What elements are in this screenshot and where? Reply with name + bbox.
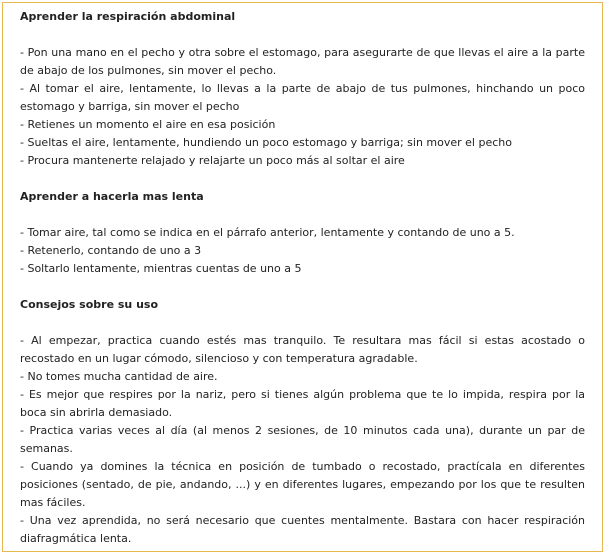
- list-item: - Soltarlo lentamente, mientras cuentas de uno a 5: [20, 262, 302, 275]
- spacer: [20, 206, 585, 224]
- list-item: - Procura mantenerte relajado y relajarte un poco más al soltar el aire: [20, 154, 405, 167]
- section-respiracion-abdominal: [20, 8, 585, 170]
- list-item: - Sueltas el aire, lentamente, hundiendo un poco estomago y barriga; sin mover el pecho: [20, 136, 512, 149]
- list-item: - Al tomar el aire, lentamente, lo llevas a la parte de abajo de tus pulmones, hinchando un poco estomago y barriga, sin mover el pecho: [20, 82, 585, 113]
- list-item: - No tomes mucha cantidad de aire.: [20, 370, 218, 383]
- list-item: - Retienes un momento el aire en esa posición: [20, 118, 276, 131]
- spacer: [20, 170, 585, 188]
- list-item: - Cuando ya domines la técnica en posición de tumbado o recostado, practícala en diferentes posiciones (sentado, de pie, andando, ...) y en diferentes lugares, empezando por los que te resulten mas fáciles.: [20, 460, 585, 509]
- section-title: Consejos sobre su uso: [20, 298, 159, 311]
- section-hacerla-lenta: [20, 188, 585, 278]
- list-item: - Practica varias veces al día (al menos 2 sesiones, de 10 minutos cada una), durante un par de semanas.: [20, 424, 585, 455]
- list-item: - Una vez aprendida, no será necesario que cuentes mentalmente. Bastara con hacer respiración diafragmática lenta.: [20, 514, 585, 545]
- list-item: - Es mejor que respires por la nariz, pero si tienes algún problema que te lo impida, respira por la boca sin abrirla demasiado.: [20, 388, 585, 419]
- list-item: - Al empezar, practica cuando estés mas tranquilo. Te resultara mas fácil si estas acostado o recostado en un lugar cómodo, silencioso y con temperatura agradable.: [20, 334, 585, 365]
- spacer: [20, 278, 585, 296]
- content-box: [2, 2, 603, 552]
- list-item: - Tomar aire, tal como se indica en el párrafo anterior, lentamente y contando de uno a 5.: [20, 226, 515, 239]
- spacer: [20, 26, 585, 44]
- list-item: - Pon una mano en el pecho y otra sobre el estomago, para asegurarte de que llevas el aire a la parte de abajo de los pulmones, sin mover el pecho.: [20, 46, 585, 77]
- section-title: Aprender la respiración abdominal: [20, 10, 236, 23]
- section-title: Aprender a hacerla mas lenta: [20, 190, 204, 203]
- spacer: [20, 314, 585, 332]
- list-item: - Retenerlo, contando de uno a 3: [20, 244, 202, 257]
- section-consejos: [20, 296, 585, 548]
